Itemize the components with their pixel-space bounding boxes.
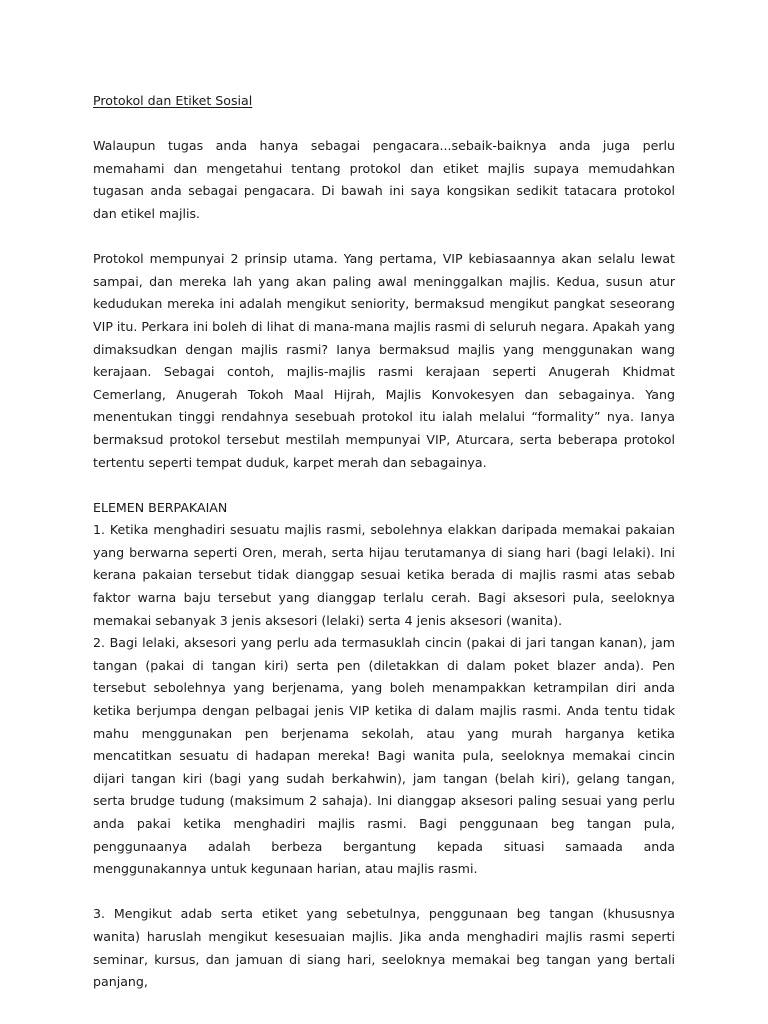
list-item-2: 2. Bagi lelaki, aksesori yang perlu ada termasuklah cincin (pakai di jari tangan kanan), jam tangan (pakai di tangan kiri) serta pen (diletakkan di dalam poket blazer anda). Pen tersebut sebolehnya yang berjenama, yang boleh menampakkan ketrampilan diri anda ketika berjumpa dengan pelbagai jenis VIP ketika di dalam majlis rasmi. Anda tentu tidak mahu menggunakan pen berjenama sekolah, atau yang murah harganya ketika mencatitkan sesuatu di hadapan mereka! Bagi wanita pula, seeloknya memakai cincin dijari tangan kiri (bagi yang sudah berkahwin), jam tangan (belah kiri), gelang tangan, serta brudge tudung (maksimum 2 sahaja). Ini dianggap aksesori paling sesuai yang perlu anda pakai ketika menghadiri majlis rasmi. Bagi penggunaan beg tangan pula, penggunaanya adalah berbeza bergantung kepada situasi samaada anda menggunakannya untuk kegunaan harian, atau majlis rasmi. [93,635,675,877]
spacer [93,881,675,904]
spacer [93,474,675,497]
document-page [93,90,675,994]
protocol-paragraph: Protokol mempunyai 2 prinsip utama. Yang pertama, VIP kebiasaannya akan selalu lewat sampai, dan mereka lah yang akan paling awal meninggalkan majlis. Kedua, susun atur kedudukan mereka ini adalah mengikut seniority, bermaksud mengikut pangkat seseorang VIP itu. Perkara ini boleh di lihat di mana-mana majlis rasmi di seluruh negara. Apakah yang dimaksudkan dengan majlis rasmi? Ianya bermaksud majlis yang menggunakan wang kerajaan. Sebagai contoh, majlis-majlis rasmi kerajaan seperti Anugerah Khidmat Cemerlang, Anugerah Tokoh Maal Hijrah, Majlis Konvokesyen dan sebagainya. Yang menentukan tinggi rendahnya sesebuah protokol itu ialah melalui “formality” nya. Ianya bermaksud protokol tersebut mestilah mempunyai VIP, Aturcara, serta beberapa protokol tertentu seperti tempat duduk, karpet merah dan sebagainya. [93,251,675,470]
document-title: Protokol dan Etiket Sosial [93,93,253,108]
list-item-3: 3. Mengikut adab serta etiket yang sebetulnya, penggunaan beg tangan (khususnya wanita) haruslah mengikut kesesuaian majlis. Jika anda menghadiri majlis rasmi seperti seminar, kursus, dan jamuan di siang hari, seeloknya memakai beg tangan yang bertali panjang, [93,906,675,990]
intro-paragraph: Walaupun tugas anda hanya sebagai pengacara...sebaik-baiknya anda juga perlu memahami dan mengetahui tentang protokol dan etiket majlis supaya memudahkan tugasan anda sebagai pengacara. Di bawah ini saya kongsikan sedikit tatacara protokol dan etikel majlis. [93,138,675,221]
list-item-1: 1. Ketika menghadiri sesuatu majlis rasmi, sebolehnya elakkan daripada memakai pakaian yang berwarna seperti Oren, merah, serta hijau terutamanya di siang hari (bagi lelaki). Ini kerana pakaian tersebut tidak dianggap sesuai ketika berada di majlis rasmi atas sebab faktor warna baju tersebut yang dianggap terlalu cerah. Bagi aksesori pula, seeloknya memakai sebanyak 3 jenis aksesori (lelaki) serta 4 jenis aksesori (wanita). [93,522,675,628]
section-heading: ELEMEN BERPAKAIAN [93,499,228,515]
spacer [93,113,675,136]
spacer [93,226,675,249]
